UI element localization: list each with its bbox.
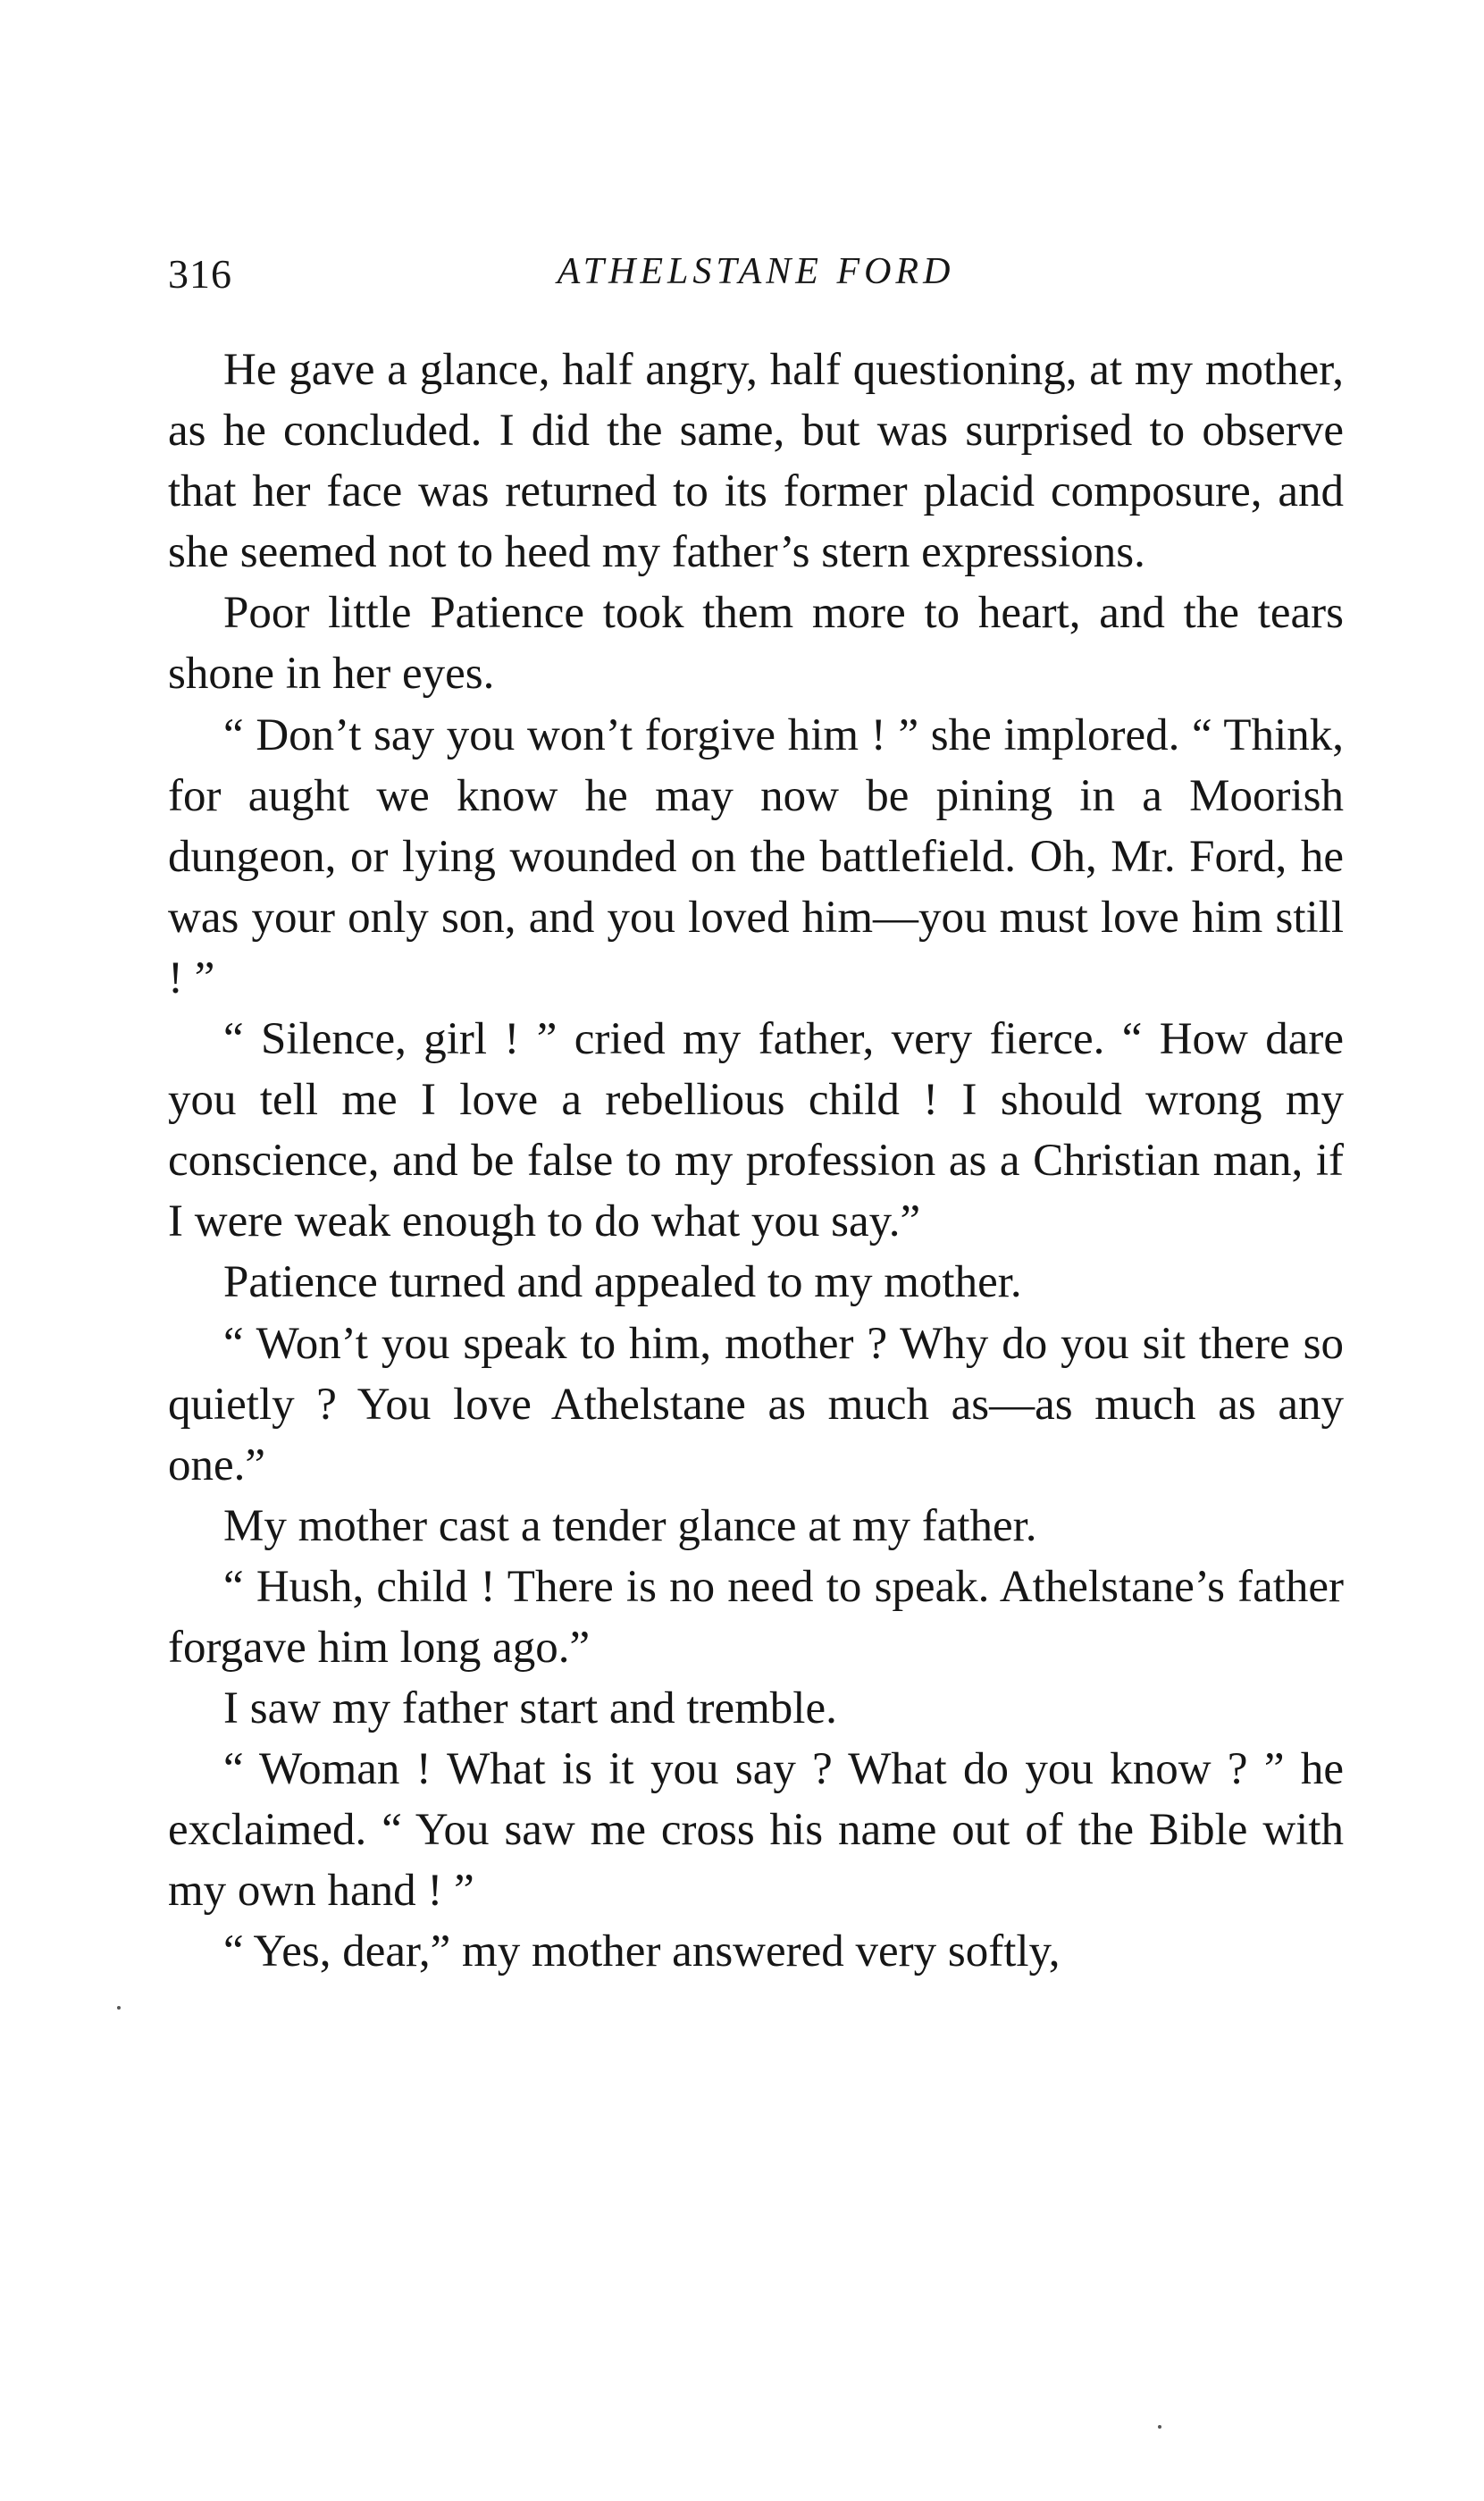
paragraph: “ Silence, girl ! ” cried my father, very fierce. “ How dare you tell me I love a rebellious child ! I should wrong my conscience, and be false to my profession as a Christian man, if I were weak enough to do what you say.”	[168, 1014, 1344, 1247]
paragraph: Patience turned and appealed to my mother.	[223, 1257, 1022, 1308]
paragraph: “ Won’t you speak to him, mother ? Why do you sit there so quietly ? You love Athelstane as much as—as much as any one.”	[168, 1318, 1344, 1490]
print-speck	[117, 2006, 121, 2010]
paragraph: “ Yes, dear,” my mother answered very softly,	[223, 1926, 1061, 1977]
paragraph: I saw my father start and tremble.	[223, 1683, 837, 1734]
running-title: ATHELSTANE FORD	[557, 251, 955, 292]
paragraph: “ Hush, child ! There is no need to speak. Athelstane’s father forgave him long ago.”	[168, 1561, 1344, 1673]
paragraph: Poor little Patience took them more to heart, and the tears shone in her eyes.	[168, 588, 1344, 700]
paragraph: “ Woman ! What is it you say ? What do you know ? ” he exclaimed. “ You saw me cross his name out of the Bible with my own hand ! ”	[168, 1744, 1344, 1917]
paragraph: “ Don’t say you won’t forgive him ! ” she implored. “ Think, for aught we know he may now be pining in a Moorish dungeon, or lying wounded on the battlefield. Oh, Mr. Ford, he was your only son, and you loved him—you must love him still ! ”	[168, 709, 1344, 1003]
page-number: 316	[168, 251, 232, 297]
running-head	[168, 250, 1344, 304]
body-text	[168, 340, 1344, 1983]
paragraph: He gave a glance, half angry, half questioning, at my mother, as he concluded. I did the same, but was surprised to observe that her face was returned to its former placid composure, and she seemed not to heed my father’s stern expressions.	[168, 345, 1344, 578]
paragraph: My mother cast a tender glance at my father.	[223, 1500, 1037, 1551]
print-speck	[1158, 2425, 1161, 2429]
